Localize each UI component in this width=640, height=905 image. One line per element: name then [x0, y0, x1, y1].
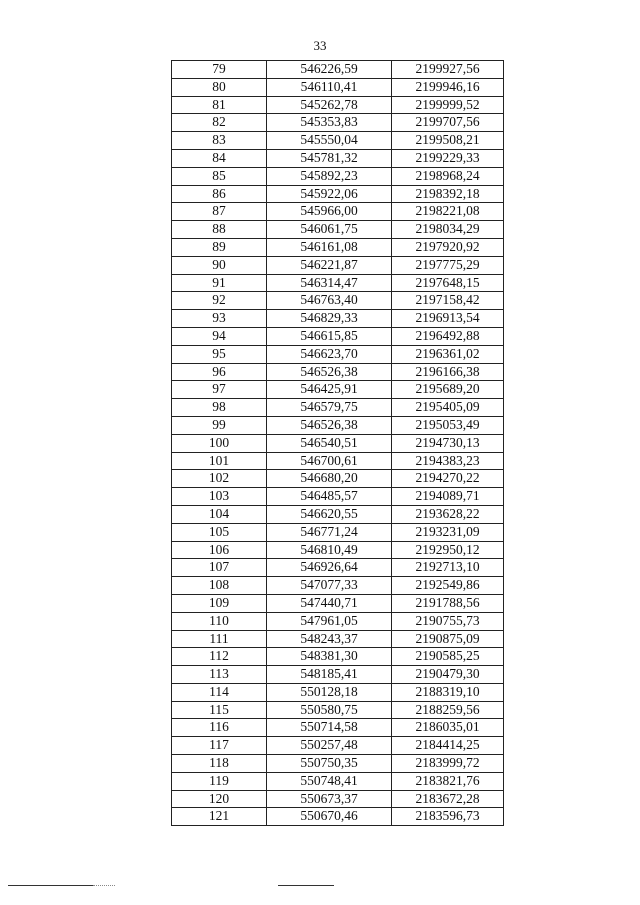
x-coordinate-cell: 548381,30 — [267, 648, 392, 666]
point-number-cell: 101 — [172, 452, 267, 470]
table-row — [172, 363, 504, 381]
x-coordinate-cell: 546226,59 — [267, 61, 392, 79]
x-coordinate-cell: 546926,64 — [267, 559, 392, 577]
y-coordinate-cell: 2192950,12 — [392, 541, 504, 559]
y-coordinate-cell: 2199999,52 — [392, 96, 504, 114]
x-coordinate-cell: 550748,41 — [267, 772, 392, 790]
x-coordinate-cell: 545892,23 — [267, 167, 392, 185]
table-row — [172, 594, 504, 612]
table-row — [172, 505, 504, 523]
x-coordinate-cell: 550128,18 — [267, 683, 392, 701]
point-number-cell: 111 — [172, 630, 267, 648]
y-coordinate-cell: 2199707,56 — [392, 114, 504, 132]
table-row — [172, 238, 504, 256]
point-number-cell: 90 — [172, 256, 267, 274]
y-coordinate-cell: 2184414,25 — [392, 737, 504, 755]
point-number-cell: 97 — [172, 381, 267, 399]
y-coordinate-cell: 2198034,29 — [392, 221, 504, 239]
table-row — [172, 523, 504, 541]
point-number-cell: 98 — [172, 399, 267, 417]
point-number-cell: 93 — [172, 310, 267, 328]
y-coordinate-cell: 2199927,56 — [392, 61, 504, 79]
page-number: 33 — [313, 38, 327, 53]
table-row — [172, 132, 504, 150]
y-coordinate-cell: 2193231,09 — [392, 523, 504, 541]
x-coordinate-cell: 546680,20 — [267, 470, 392, 488]
x-coordinate-cell: 550750,35 — [267, 755, 392, 773]
y-coordinate-cell: 2183672,28 — [392, 790, 504, 808]
x-coordinate-cell: 546829,33 — [267, 310, 392, 328]
y-coordinate-cell: 2190585,25 — [392, 648, 504, 666]
y-coordinate-cell: 2183821,76 — [392, 772, 504, 790]
table-row — [172, 167, 504, 185]
table-row — [172, 399, 504, 417]
table-row — [172, 416, 504, 434]
y-coordinate-cell: 2196492,88 — [392, 327, 504, 345]
point-number-cell: 80 — [172, 78, 267, 96]
point-number-cell: 109 — [172, 594, 267, 612]
y-coordinate-cell: 2194383,23 — [392, 452, 504, 470]
table-row — [172, 274, 504, 292]
y-coordinate-cell: 2195053,49 — [392, 416, 504, 434]
x-coordinate-cell: 545262,78 — [267, 96, 392, 114]
x-coordinate-cell: 545781,32 — [267, 149, 392, 167]
y-coordinate-cell: 2183596,73 — [392, 808, 504, 826]
y-coordinate-cell: 2188319,10 — [392, 683, 504, 701]
x-coordinate-cell: 547077,33 — [267, 577, 392, 595]
point-number-cell: 91 — [172, 274, 267, 292]
x-coordinate-cell: 546425,91 — [267, 381, 392, 399]
point-number-cell: 108 — [172, 577, 267, 595]
table-row — [172, 381, 504, 399]
table-row — [172, 701, 504, 719]
table-row — [172, 327, 504, 345]
point-number-cell: 94 — [172, 327, 267, 345]
x-coordinate-cell: 546763,40 — [267, 292, 392, 310]
y-coordinate-cell: 2190875,09 — [392, 630, 504, 648]
point-number-cell: 119 — [172, 772, 267, 790]
table-row — [172, 488, 504, 506]
y-coordinate-cell: 2197158,42 — [392, 292, 504, 310]
point-number-cell: 86 — [172, 185, 267, 203]
y-coordinate-cell: 2198968,24 — [392, 167, 504, 185]
point-number-cell: 104 — [172, 505, 267, 523]
point-number-cell: 89 — [172, 238, 267, 256]
point-number-cell: 121 — [172, 808, 267, 826]
table-row — [172, 256, 504, 274]
x-coordinate-cell: 550670,46 — [267, 808, 392, 826]
footer-rule-center — [278, 885, 334, 886]
point-number-cell: 81 — [172, 96, 267, 114]
point-number-cell: 85 — [172, 167, 267, 185]
y-coordinate-cell: 2197648,15 — [392, 274, 504, 292]
table-row — [172, 772, 504, 790]
point-number-cell: 105 — [172, 523, 267, 541]
y-coordinate-cell: 2195689,20 — [392, 381, 504, 399]
y-coordinate-cell: 2192549,86 — [392, 577, 504, 595]
point-number-cell: 103 — [172, 488, 267, 506]
table-row — [172, 559, 504, 577]
footer-rule-left — [8, 885, 93, 886]
y-coordinate-cell: 2199508,21 — [392, 132, 504, 150]
y-coordinate-cell: 2186035,01 — [392, 719, 504, 737]
x-coordinate-cell: 546110,41 — [267, 78, 392, 96]
y-coordinate-cell: 2199229,33 — [392, 149, 504, 167]
table-row — [172, 221, 504, 239]
table-row — [172, 790, 504, 808]
point-number-cell: 116 — [172, 719, 267, 737]
table-row — [172, 114, 504, 132]
x-coordinate-cell: 546221,87 — [267, 256, 392, 274]
table-row — [172, 808, 504, 826]
x-coordinate-cell: 546485,57 — [267, 488, 392, 506]
table-row — [172, 203, 504, 221]
point-number-cell: 120 — [172, 790, 267, 808]
x-coordinate-cell: 546526,38 — [267, 416, 392, 434]
point-number-cell: 112 — [172, 648, 267, 666]
x-coordinate-cell: 550673,37 — [267, 790, 392, 808]
point-number-cell: 79 — [172, 61, 267, 79]
x-coordinate-cell: 550714,58 — [267, 719, 392, 737]
point-number-cell: 107 — [172, 559, 267, 577]
coordinates-table-body — [172, 61, 504, 826]
table-row — [172, 149, 504, 167]
y-coordinate-cell: 2197920,92 — [392, 238, 504, 256]
point-number-cell: 102 — [172, 470, 267, 488]
point-number-cell: 84 — [172, 149, 267, 167]
point-number-cell: 106 — [172, 541, 267, 559]
x-coordinate-cell: 546526,38 — [267, 363, 392, 381]
x-coordinate-cell: 546314,47 — [267, 274, 392, 292]
table-row — [172, 185, 504, 203]
x-coordinate-cell: 546061,75 — [267, 221, 392, 239]
table-row — [172, 541, 504, 559]
point-number-cell: 117 — [172, 737, 267, 755]
point-number-cell: 115 — [172, 701, 267, 719]
x-coordinate-cell: 545353,83 — [267, 114, 392, 132]
table-row — [172, 612, 504, 630]
y-coordinate-cell: 2195405,09 — [392, 399, 504, 417]
y-coordinate-cell: 2196166,38 — [392, 363, 504, 381]
y-coordinate-cell: 2198392,18 — [392, 185, 504, 203]
x-coordinate-cell: 545922,06 — [267, 185, 392, 203]
x-coordinate-cell: 546579,75 — [267, 399, 392, 417]
x-coordinate-cell: 546540,51 — [267, 434, 392, 452]
x-coordinate-cell: 546161,08 — [267, 238, 392, 256]
y-coordinate-cell: 2196361,02 — [392, 345, 504, 363]
point-number-cell: 88 — [172, 221, 267, 239]
x-coordinate-cell: 548243,37 — [267, 630, 392, 648]
x-coordinate-cell: 545550,04 — [267, 132, 392, 150]
x-coordinate-cell: 546623,70 — [267, 345, 392, 363]
table-row — [172, 577, 504, 595]
x-coordinate-cell: 546620,55 — [267, 505, 392, 523]
table-row — [172, 470, 504, 488]
point-number-cell: 92 — [172, 292, 267, 310]
y-coordinate-cell: 2190755,73 — [392, 612, 504, 630]
table-row — [172, 345, 504, 363]
y-coordinate-cell: 2194089,71 — [392, 488, 504, 506]
point-number-cell: 113 — [172, 666, 267, 684]
y-coordinate-cell: 2191788,56 — [392, 594, 504, 612]
point-number-cell: 87 — [172, 203, 267, 221]
table-row — [172, 310, 504, 328]
x-coordinate-cell: 546700,61 — [267, 452, 392, 470]
point-number-cell: 83 — [172, 132, 267, 150]
y-coordinate-cell: 2193628,22 — [392, 505, 504, 523]
table-row — [172, 755, 504, 773]
y-coordinate-cell: 2197775,29 — [392, 256, 504, 274]
y-coordinate-cell: 2194730,13 — [392, 434, 504, 452]
table-row — [172, 737, 504, 755]
x-coordinate-cell: 546810,49 — [267, 541, 392, 559]
table-row — [172, 78, 504, 96]
footer-rule-left-dotted — [93, 885, 115, 886]
x-coordinate-cell: 546615,85 — [267, 327, 392, 345]
coordinates-table — [171, 60, 504, 826]
x-coordinate-cell: 546771,24 — [267, 523, 392, 541]
point-number-cell: 100 — [172, 434, 267, 452]
y-coordinate-cell: 2198221,08 — [392, 203, 504, 221]
table-row — [172, 683, 504, 701]
y-coordinate-cell: 2190479,30 — [392, 666, 504, 684]
table-row — [172, 96, 504, 114]
table-row — [172, 630, 504, 648]
table-row — [172, 61, 504, 79]
table-row — [172, 648, 504, 666]
y-coordinate-cell: 2196913,54 — [392, 310, 504, 328]
point-number-cell: 82 — [172, 114, 267, 132]
x-coordinate-cell: 545966,00 — [267, 203, 392, 221]
table-row — [172, 452, 504, 470]
point-number-cell: 114 — [172, 683, 267, 701]
table-row — [172, 666, 504, 684]
y-coordinate-cell: 2194270,22 — [392, 470, 504, 488]
point-number-cell: 99 — [172, 416, 267, 434]
table-row — [172, 719, 504, 737]
x-coordinate-cell: 548185,41 — [267, 666, 392, 684]
y-coordinate-cell: 2199946,16 — [392, 78, 504, 96]
table-row — [172, 434, 504, 452]
y-coordinate-cell: 2192713,10 — [392, 559, 504, 577]
y-coordinate-cell: 2183999,72 — [392, 755, 504, 773]
point-number-cell: 96 — [172, 363, 267, 381]
y-coordinate-cell: 2188259,56 — [392, 701, 504, 719]
x-coordinate-cell: 547440,71 — [267, 594, 392, 612]
table-row — [172, 292, 504, 310]
x-coordinate-cell: 550257,48 — [267, 737, 392, 755]
point-number-cell: 118 — [172, 755, 267, 773]
x-coordinate-cell: 550580,75 — [267, 701, 392, 719]
point-number-cell: 110 — [172, 612, 267, 630]
point-number-cell: 95 — [172, 345, 267, 363]
x-coordinate-cell: 547961,05 — [267, 612, 392, 630]
